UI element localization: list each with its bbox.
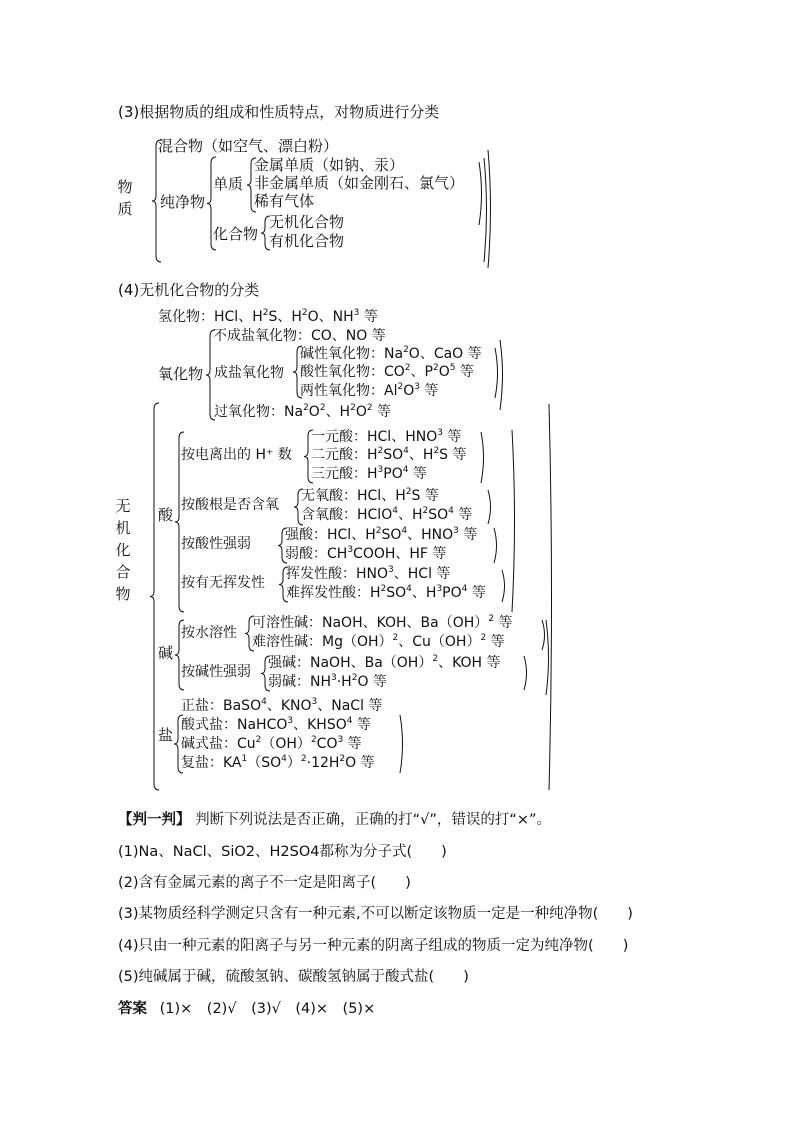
nonsalt-oxide-line: 不成盐氧化物：CO、NO 等 <box>213 328 386 344</box>
brace-acid <box>175 432 184 612</box>
mixture-label: 混合物（如空气、漂白粉） <box>158 137 339 155</box>
organic-compound-label: 有机化合物 <box>269 232 345 250</box>
brace-pure <box>207 157 216 250</box>
close-acid <box>512 430 515 612</box>
close-acid-strength <box>494 528 497 563</box>
compound-label: 化合物 <box>213 225 259 243</box>
pure-substance-label: 纯净物 <box>160 193 206 211</box>
acid-label: 酸 <box>158 506 174 524</box>
judge-title: 【判一判】 <box>118 812 191 828</box>
by-solubility-label: 按水溶性 <box>181 625 237 641</box>
oxyacid-line: 含氧酸：HClO$^4$、$H^2SO^4$ 等 <box>301 506 473 523</box>
question-3: (3)某物质经科学测定只含有一种元素,不可以断定该物质一定是一种纯净物( ) <box>118 906 633 922</box>
close-volatility <box>502 570 505 602</box>
answer-values: (1)× (2)√ (3)√ (4)× (5)× <box>159 1001 376 1017</box>
close-solubility <box>542 620 545 650</box>
close-h-count <box>481 432 484 483</box>
brace-h-count <box>304 430 313 483</box>
judge-instruction: 判断下列说法是否正确，正确的打“√”，错误的打“×”。 <box>195 812 552 828</box>
close-matter <box>488 150 491 268</box>
close-salt-oxide <box>495 348 498 398</box>
close-oxygen <box>488 490 491 524</box>
strong-base-line: 强碱：NaOH、Ba（OH）$^2$、KOH 等 <box>268 654 501 671</box>
brace-solubility <box>245 616 254 651</box>
weak-base-line: 弱碱：$NH^3\cdot H^2O$ 等 <box>268 673 387 690</box>
close-inorganic <box>549 404 552 790</box>
hydride-line: 氢化物：HCl、$H^2S$、$H^2O$、$NH^3$ 等 <box>158 308 378 325</box>
brace-inorganic <box>150 403 159 790</box>
question-5: (5)纯碱属于碱，硫酸氢钠、碳酸氢钠属于酸式盐( ) <box>118 969 469 985</box>
amphoteric-oxide-line: 两性氧化物：$Al^2O^3$ 等 <box>300 382 439 399</box>
triprotic-acid-line: 三元酸：$H^3PO^4$ 等 <box>311 465 427 482</box>
volatile-acid-line: 挥发性酸：HNO$^3$、HCl 等 <box>286 565 451 582</box>
insoluble-base-line: 难溶性碱：Mg（OH）$^2$、Cu（OH）$^2$ 等 <box>252 633 505 650</box>
close-pure <box>484 158 487 262</box>
normal-salt-line: 正盐：BaSO$^4$、KNO$^3$、NaCl 等 <box>181 697 383 714</box>
oxygen-free-acid-line: 无氧酸：HCl、$H^2S$ 等 <box>301 487 439 504</box>
element-label: 单质 <box>213 175 244 193</box>
brace-base <box>175 620 184 690</box>
metal-element-label: 金属单质（如钠、汞） <box>254 156 405 174</box>
basic-salt-line: 碱式盐：$Cu^2(OH)^2CO^3$ 等 <box>181 735 362 752</box>
section4-heading: (4)无机化合物的分类 <box>118 281 260 299</box>
base-label: 碱 <box>158 644 174 662</box>
close-element <box>479 162 482 225</box>
diprotic-acid-line: 二元酸：$H^2SO^4$、$H^2S$ 等 <box>311 446 467 463</box>
brace-element <box>247 158 256 212</box>
noble-gas-label: 稀有气体 <box>254 192 315 210</box>
acidic-oxide-line: 酸性氧化物：$CO^2$、$P^2O^5$ 等 <box>300 363 474 380</box>
close-salt <box>400 715 403 773</box>
close-oxide <box>500 340 503 410</box>
salt-label: 盐 <box>158 726 174 744</box>
salt-forming-oxide-label: 成盐氧化物 <box>214 365 284 381</box>
nonvolatile-acid-line: 难挥发性酸：$H^2SO^4$、$H^3PO^4$ 等 <box>286 584 486 601</box>
question-4: (4)只由一种元素的阳离子与另一种元素的阴离子组成的物质一定为纯净物( ) <box>118 938 629 954</box>
brace-oxide <box>206 330 215 420</box>
weak-acid-line: 弱酸：$CH^3COOH$、HF 等 <box>285 545 447 562</box>
by-oxygen-label: 按酸根是否含氧 <box>181 497 279 513</box>
brace-salt-oxide <box>293 346 302 398</box>
question-2: (2)含有金属元素的离子不一定是阳离子( ) <box>118 875 411 891</box>
inorganic-compound-label: 无机化合物 <box>269 213 345 231</box>
acid-salt-line: 酸式盐：NaHCO$^3$、KHSO$^4$ 等 <box>181 716 371 733</box>
brace-base-strength <box>261 656 270 691</box>
by-volatility-label: 按有无挥发性 <box>181 575 265 591</box>
brace-salt <box>174 715 183 773</box>
by-base-strength-label: 按碱性强弱 <box>181 664 251 680</box>
double-salt-line: 复盐：$KA^1(SO^4)^2\cdot 12H^2O$ 等 <box>181 754 375 771</box>
by-h-count-label: 按电离出的 H⁺ 数 <box>181 447 292 463</box>
close-base <box>546 620 549 695</box>
by-acid-strength-label: 按酸性强弱 <box>181 536 251 552</box>
soluble-base-line: 可溶性碱：NaOH、KOH、Ba（OH）$^2$ 等 <box>252 614 513 631</box>
brace-matter <box>152 140 161 262</box>
root-matter: 物质 <box>117 178 133 218</box>
root-inorganic: 无机化合物 <box>115 497 131 603</box>
close-base-strength <box>524 656 527 690</box>
strong-acid-line: 强酸：HCl、$H^2SO^4$、HNO$^3$ 等 <box>285 526 478 543</box>
monoprotic-acid-line: 一元酸：HCl、HNO$^3$ 等 <box>311 428 462 445</box>
brace-volatility <box>279 567 288 602</box>
brace-compound <box>261 216 270 250</box>
question-1: (1)Na、NaCl、SiO2、H2SO4都称为分子式( ) <box>118 844 447 860</box>
peroxide-line: 过氧化物：$Na^2O^2$、$H^2O^2$ 等 <box>214 403 392 420</box>
brace-acid-strength <box>278 528 287 563</box>
brace-oxygen <box>294 489 303 525</box>
answer-label: 答案 <box>118 1001 147 1017</box>
oxide-label: 氧化物 <box>158 365 204 383</box>
basic-oxide-line: 碱性氧化物：Na$^2$O、CaO 等 <box>300 345 482 362</box>
section3-heading: (3)根据物质的组成和性质特点，对物质进行分类 <box>118 103 440 121</box>
nonmetal-element-label: 非金属单质（如金刚石、氯气） <box>254 174 465 192</box>
